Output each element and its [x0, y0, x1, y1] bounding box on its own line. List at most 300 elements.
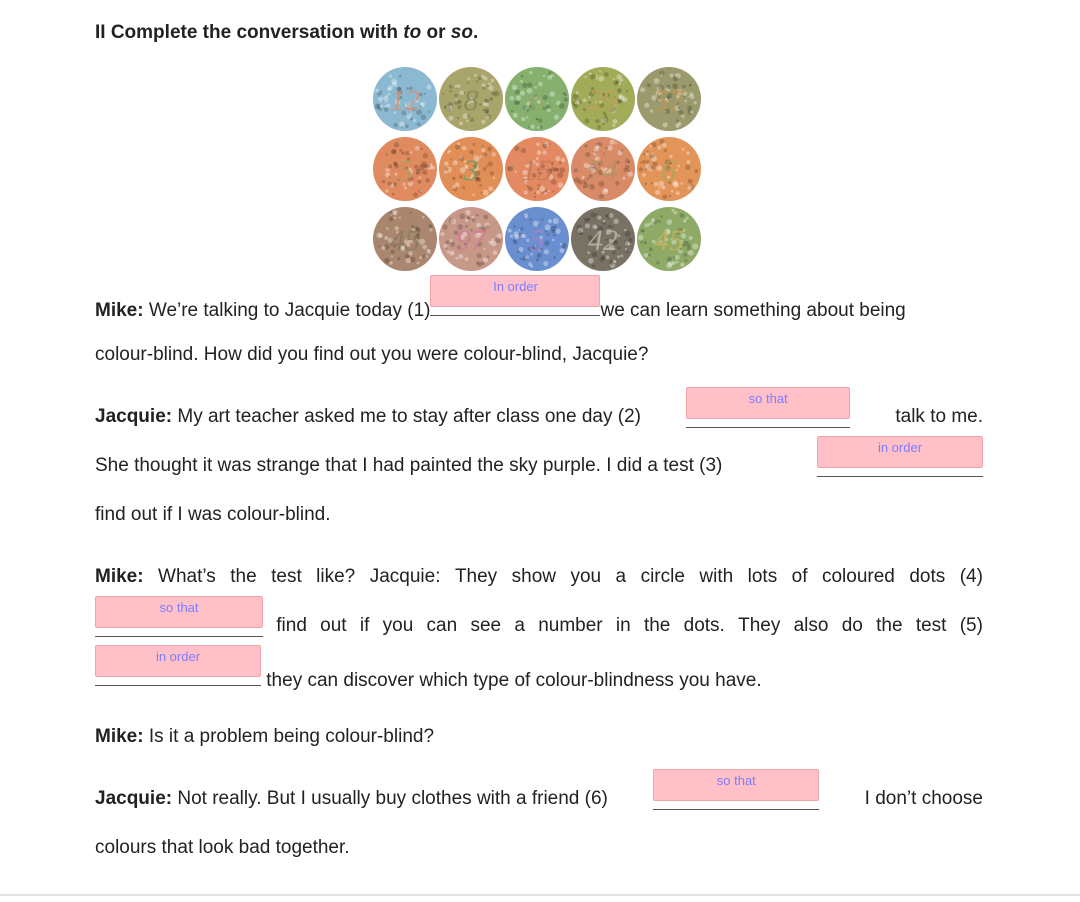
plate-dot — [445, 240, 450, 245]
line-mike-2: Mike: What’s the test like? Jacquie: They show you a circle with lots of coloured dots (4) — [95, 566, 983, 587]
plate-dot — [526, 116, 528, 118]
plate-dot — [471, 216, 474, 219]
line-7: so that find out if you can see a number in the dots. They also do the test (5) — [95, 614, 983, 638]
plate-dot — [564, 93, 567, 96]
plate-dot — [543, 75, 545, 77]
plate-dot — [537, 187, 539, 189]
plate-dot — [454, 94, 457, 97]
plate-dot — [477, 262, 482, 267]
plate-dot — [493, 177, 495, 179]
plate-dot — [405, 124, 409, 128]
plate-dot — [625, 159, 629, 163]
plate-dot — [417, 180, 421, 184]
plate-dot — [591, 212, 596, 217]
plate-dot — [399, 217, 401, 219]
plate-dot — [457, 117, 459, 119]
plate-dot — [596, 77, 598, 79]
plate-dot — [481, 148, 485, 152]
plate-dot — [578, 231, 582, 235]
plate-dot — [401, 126, 403, 128]
plate-dot — [444, 171, 447, 174]
plate-dot — [559, 161, 562, 164]
plate-dot — [518, 247, 523, 252]
plate-dot — [644, 241, 647, 244]
plate-dot — [645, 168, 647, 170]
plate-dot — [428, 111, 430, 113]
plate-dot — [422, 245, 427, 250]
plate-dot — [626, 251, 629, 254]
plate-dot — [599, 70, 601, 72]
plate-dot — [399, 75, 402, 78]
plate-dot — [686, 151, 690, 155]
plate-dot — [511, 110, 514, 113]
plate-dot — [646, 160, 649, 163]
plate-dot — [536, 191, 540, 195]
plate-dot — [393, 123, 397, 127]
plate-dot — [442, 93, 444, 95]
plate-dot — [427, 249, 430, 252]
plate-dot — [453, 160, 458, 165]
plate-dot — [653, 219, 657, 223]
plate-dot — [676, 119, 679, 122]
plate-dot — [483, 153, 487, 157]
plate-dot — [585, 119, 590, 124]
plate-dot — [545, 224, 551, 230]
plate-number: 6 — [529, 84, 545, 117]
plate-dot — [582, 176, 585, 179]
plate-dot — [670, 74, 674, 78]
plate-dot — [484, 76, 488, 80]
plate-dot — [627, 171, 633, 177]
plate-dot — [447, 107, 452, 112]
plate-dot — [583, 108, 586, 111]
plate-dot — [690, 95, 694, 99]
plate-dot — [525, 216, 527, 218]
plate-number: 12 — [390, 84, 420, 117]
ishihara-plates-image — [360, 62, 720, 277]
plate-dot — [599, 194, 604, 199]
plate-dot — [525, 255, 529, 259]
plate-dot — [423, 254, 427, 258]
plate-dot — [481, 120, 485, 124]
plate-dot — [613, 78, 615, 80]
plate-dot — [510, 235, 513, 238]
plate-dot — [664, 149, 667, 152]
plate-dot — [545, 230, 547, 232]
plate-dot — [515, 171, 517, 173]
plate-dot — [685, 165, 690, 170]
plate-dot — [472, 193, 475, 196]
plate-dot — [473, 143, 476, 146]
plate-dot — [465, 210, 470, 215]
plate-dot — [389, 75, 392, 78]
plate-dot — [642, 173, 646, 177]
plate-dot — [545, 189, 548, 192]
plate-dot — [472, 218, 476, 222]
answer-2: so that — [686, 387, 850, 419]
plate-dot — [392, 149, 396, 153]
plate-dot — [544, 240, 549, 245]
plate-dot — [676, 191, 680, 195]
plate-dot — [521, 117, 525, 121]
plate-dot — [514, 100, 519, 105]
plate-number: 15 — [522, 154, 552, 187]
plate-dot — [673, 76, 679, 82]
plate-dot — [476, 80, 478, 82]
plate-dot — [459, 175, 463, 179]
plate-dot — [650, 154, 655, 159]
plate-dot — [480, 191, 482, 193]
plate-dot — [452, 185, 456, 189]
plate-number: 97 — [456, 224, 486, 257]
plate-dot — [618, 82, 621, 85]
plate-dot — [675, 124, 679, 128]
plate-dot — [574, 177, 580, 183]
line-2: colour-blind. How did you find out you were colour-blind, Jacquie? — [95, 344, 649, 365]
plate-dot — [682, 148, 685, 151]
plate-dot — [538, 118, 542, 122]
plate-dot — [625, 165, 630, 170]
line-mike-3: Mike: Is it a problem being colour-blind? — [95, 726, 435, 747]
plate-dot — [651, 182, 653, 184]
plate-dot — [553, 234, 556, 237]
plate-dot — [595, 213, 597, 215]
plate-dot — [541, 218, 543, 220]
plate-dot — [626, 90, 628, 92]
plate-dot — [515, 90, 520, 95]
plate-dot — [588, 258, 594, 264]
plate-dot — [378, 245, 380, 247]
plate-dot — [419, 239, 425, 245]
plate-dot — [470, 118, 474, 122]
plate-dot — [385, 168, 388, 171]
plate-dot — [483, 102, 487, 106]
plate-dot — [450, 242, 455, 247]
plate-dot — [680, 263, 684, 267]
plate-dot — [534, 196, 537, 199]
plate-dot — [674, 211, 678, 215]
plate-dot — [617, 74, 622, 79]
plate-dot — [487, 256, 490, 259]
plate-dot — [640, 161, 642, 163]
plate-dot — [415, 146, 420, 151]
plate-dot — [476, 214, 479, 217]
plate-dot — [584, 76, 586, 78]
plate-dot — [459, 121, 463, 125]
plate-dot — [543, 143, 547, 147]
plate-dot — [563, 247, 565, 249]
plate-dot — [384, 107, 389, 112]
plate-dot — [508, 229, 512, 233]
plate-dot — [484, 108, 489, 113]
plate-dot — [524, 191, 528, 195]
plate-dot — [421, 115, 427, 121]
plate-dot — [529, 71, 532, 74]
plate-dot — [520, 91, 525, 96]
plate-dot — [662, 195, 667, 200]
answer-3: in order — [817, 436, 983, 468]
plate-dot — [410, 117, 413, 120]
plate-dot — [479, 103, 482, 106]
plate-dot — [393, 182, 397, 186]
plate-dot — [680, 213, 685, 218]
plate-dot — [518, 229, 520, 231]
plate-dot — [602, 220, 605, 223]
plate-dot — [607, 145, 612, 150]
plate-dot — [619, 95, 625, 101]
plate-dot — [413, 193, 418, 198]
plate-dot — [604, 72, 609, 77]
plate-dot — [625, 231, 631, 237]
plate-dot — [394, 142, 399, 147]
plate-dot — [647, 83, 651, 87]
plate-dot — [418, 176, 421, 179]
plate-dot — [536, 143, 540, 147]
plate-dot — [417, 122, 421, 126]
plate-dot — [650, 145, 653, 148]
plate-dot — [683, 219, 687, 223]
plate-dot — [553, 218, 559, 224]
plate-dot — [609, 213, 614, 218]
plate-dot — [447, 250, 450, 253]
plate-dot — [644, 183, 647, 186]
plate-dot — [515, 234, 520, 239]
plate-dot — [528, 126, 530, 128]
plate-dot — [680, 182, 683, 185]
plate-number: 8 — [463, 84, 479, 117]
plate-dot — [550, 73, 554, 77]
plate-dot — [557, 172, 563, 178]
plate-dot — [669, 195, 671, 197]
plate-dot — [516, 95, 521, 100]
plate-dot — [574, 168, 578, 172]
plate-dot — [688, 179, 693, 184]
plate-dot — [413, 119, 416, 122]
blank-6[interactable] — [653, 773, 819, 810]
plate-dot — [687, 106, 692, 111]
plate-dot — [544, 249, 549, 254]
plate-dot — [624, 229, 627, 232]
plate-dot — [652, 161, 657, 166]
plate-dot — [457, 142, 460, 145]
plate-dot — [558, 182, 563, 187]
plate-dot — [422, 216, 425, 219]
plate-dot — [513, 113, 518, 118]
plate-number: 45 — [390, 224, 420, 257]
plate-dot — [450, 251, 455, 256]
plate-dot — [592, 264, 595, 267]
plate-dot — [522, 234, 526, 238]
plate-dot — [660, 215, 663, 218]
plate-dot — [576, 91, 579, 94]
plate-dot — [488, 161, 493, 166]
plate-dot — [484, 99, 486, 101]
plate-dot — [492, 152, 496, 156]
plate-dot — [687, 247, 691, 251]
blank-5[interactable] — [95, 649, 261, 686]
plate-dot — [625, 241, 630, 246]
plate-dot — [687, 160, 691, 164]
plate-dot — [675, 74, 677, 76]
plate-dot — [399, 149, 402, 152]
plate-dot — [422, 170, 427, 175]
plate-dot — [655, 190, 660, 195]
plate-dot — [382, 180, 386, 184]
plate-dot — [465, 257, 469, 261]
plate-dot — [520, 227, 523, 230]
plate-dot — [452, 177, 456, 181]
line-5: find out if I was colour-blind. — [95, 504, 331, 525]
plate-dot — [638, 235, 644, 241]
plate-dot — [614, 260, 617, 263]
plate-dot — [676, 261, 679, 264]
plate-dot — [442, 224, 447, 229]
plate-dot — [648, 254, 651, 257]
blank-1[interactable] — [430, 279, 600, 316]
plate-dot — [485, 115, 489, 119]
plate-dot — [530, 265, 533, 268]
plate-dot — [559, 167, 565, 173]
plate-dot — [672, 261, 676, 265]
plate-dot — [555, 156, 560, 161]
plate-dot — [618, 150, 623, 155]
plate-dot — [497, 233, 503, 239]
exercise-heading: II Complete the conversation with to or so. — [95, 22, 479, 43]
plate-dot — [654, 182, 659, 187]
plate-dot — [689, 84, 692, 87]
plate-dot — [612, 124, 615, 127]
plate-dot — [688, 96, 690, 98]
answer-1: In order — [430, 275, 600, 307]
line-11: colours that look bad together. — [95, 837, 350, 858]
plate-dot — [600, 257, 605, 262]
plate-number: 6 — [661, 154, 677, 187]
plate-dot — [383, 96, 389, 102]
plate-dot — [583, 186, 585, 188]
plate-dot — [539, 125, 542, 128]
plate-dot — [488, 85, 493, 90]
plate-dot — [645, 152, 649, 156]
plate-dot — [462, 146, 466, 150]
plate-dot — [381, 246, 385, 250]
plate-dot — [384, 258, 390, 264]
blank-2[interactable] — [686, 391, 850, 428]
answer-6: so that — [653, 769, 819, 801]
plate-dot — [686, 243, 690, 247]
plate-number: 5 — [529, 224, 545, 257]
plate-dot — [685, 259, 688, 262]
plate-dot — [613, 119, 618, 124]
plate-dot — [427, 85, 432, 90]
plate-dot — [658, 186, 660, 188]
plate-dot — [430, 163, 432, 165]
line-jacquie-1: Jacquie: My art teacher asked me to stay after class one day (2) so that talk to me. — [95, 405, 983, 429]
plate-dot — [393, 217, 396, 220]
plate-dot — [447, 151, 449, 153]
plate-dot — [650, 225, 653, 228]
plate-dot — [507, 167, 510, 170]
plate-dot — [414, 165, 418, 169]
blank-4[interactable] — [95, 600, 263, 637]
plate-dot — [694, 101, 697, 104]
plate-dot — [385, 153, 387, 155]
plate-dot — [493, 91, 499, 97]
plate-dot — [449, 116, 454, 121]
plate-dot — [627, 169, 630, 172]
plate-dot — [604, 188, 608, 192]
plate-dot — [536, 258, 539, 261]
plate-dot — [410, 257, 415, 262]
plate-dot — [530, 218, 533, 221]
plate-dot — [656, 261, 659, 264]
plate-dot — [609, 139, 614, 144]
plate-dot — [534, 192, 536, 194]
plate-dot — [478, 76, 482, 80]
plate-dot — [556, 229, 561, 234]
plate-dot — [561, 158, 565, 162]
plate-dot — [642, 160, 646, 164]
plate-dot — [399, 122, 404, 127]
plate-dot — [467, 77, 470, 80]
plate-dot — [397, 257, 400, 260]
plate-dot — [640, 229, 644, 233]
plate-dot — [490, 171, 494, 175]
plate-dot — [488, 186, 493, 191]
plate-dot — [375, 104, 381, 110]
plate-dot — [644, 103, 649, 108]
plate-dot — [640, 241, 643, 244]
plate-dot — [671, 190, 674, 193]
plate-dot — [449, 90, 451, 92]
plate-dot — [454, 100, 459, 105]
plate-dot — [644, 253, 649, 258]
blank-3[interactable] — [817, 440, 983, 477]
plate-dot — [378, 97, 383, 102]
plate-dot — [658, 220, 661, 223]
plate-dot — [446, 168, 449, 171]
plate-dot — [520, 80, 523, 83]
plate-dot — [621, 254, 624, 257]
plate-dot — [530, 124, 535, 129]
plate-dot — [441, 232, 445, 236]
plate-dot — [574, 104, 579, 109]
plate-number: 45 — [654, 224, 684, 257]
plate-dot — [388, 182, 392, 186]
plate-dot — [392, 210, 398, 216]
plate-dot — [552, 239, 555, 242]
plate-dot — [671, 209, 674, 212]
plate-dot — [392, 193, 395, 196]
plate-dot — [590, 74, 596, 80]
plate-dot — [488, 82, 491, 85]
plate-number: 3 — [463, 154, 479, 187]
plate-dot — [420, 190, 422, 192]
plate-dot — [595, 119, 599, 123]
line-4: She thought it was strange that I had painted the sky purple. I did a test (3) in order — [95, 454, 983, 478]
plate-dot — [597, 216, 601, 220]
plate-dot — [658, 146, 662, 150]
plate-dot — [420, 103, 424, 107]
plate-dot — [409, 211, 411, 213]
plate-dot — [450, 158, 452, 160]
plate-dot — [491, 241, 497, 247]
plate-dot — [662, 143, 667, 148]
plate-dot — [481, 145, 483, 147]
answer-5: in order — [95, 645, 261, 677]
plate-dot — [685, 100, 688, 103]
plate-dot — [486, 225, 490, 229]
plate-dot — [512, 85, 518, 91]
